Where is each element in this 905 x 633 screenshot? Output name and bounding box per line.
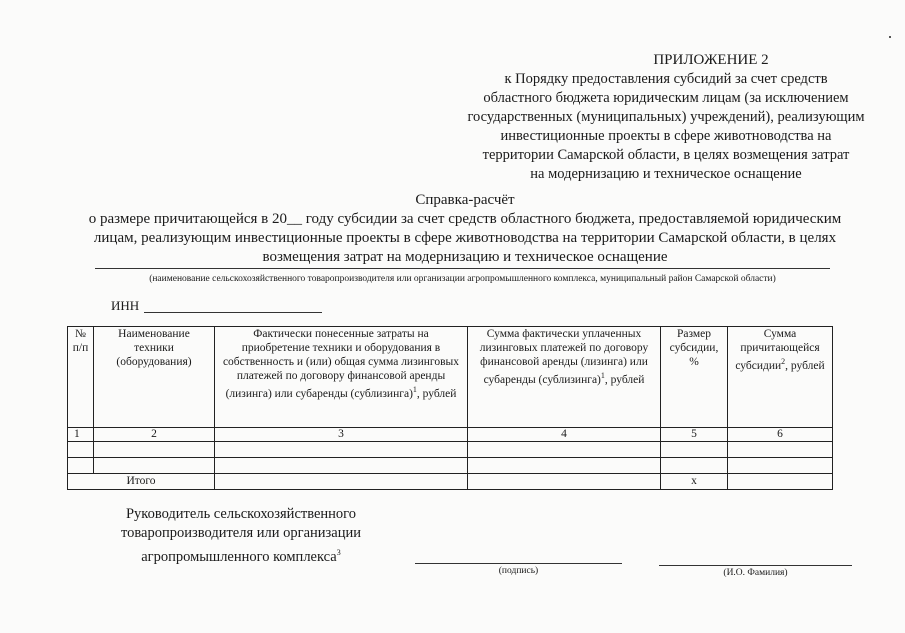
scan-speck	[889, 36, 891, 38]
header-actual-costs: Фактически понесенные затраты на приобретение техники и оборудования в собственность и (или) общая сумма лизинговых платежей по договору финансовой аренды (лизинга) или субаренды (сублизинга)$^1$, рублей	[215, 327, 468, 428]
table-total-row	[68, 474, 833, 490]
appendix-block	[456, 51, 876, 184]
organization-caption: (наименование сельскохозяйственного товаропроизводителя или организации агропромышленного комплекса, муниципальный район Самарской области)	[149, 274, 776, 284]
header-leasing-payments: Сумма фактически уплаченных лизинговых платежей по договору финансовой аренды (лизинга) или субаренды (сублизинга)$^1$, рублей	[468, 327, 661, 428]
name-caption: (И.О. Фамилия)	[723, 568, 788, 578]
appendix-title: ПРИЛОЖЕНИЕ 2	[653, 52, 769, 68]
appendix-line: инвестиционные проекты в сфере животноводства на	[500, 128, 832, 144]
header-subsidy-rate: Размер субсидии, %	[661, 327, 728, 428]
table-row	[68, 442, 833, 458]
subsidy-table	[67, 326, 833, 490]
appendix-line: государственных (муниципальных) учреждений), реализующим	[467, 109, 865, 125]
heading-line: возмещения затрат на модернизацию и техническое оснащение	[262, 249, 668, 265]
inn-field-line	[144, 312, 322, 313]
document-heading	[40, 191, 890, 267]
table-row	[68, 458, 833, 474]
header-equipment-name: Наименование техники (оборудования)	[94, 327, 215, 428]
appendix-line: к Порядку предоставления субсидий за счет средств	[504, 71, 828, 87]
signature-line	[415, 563, 622, 564]
document-title: Справка-расчёт	[415, 192, 515, 208]
total-label: Итого	[68, 474, 215, 490]
heading-line: о размере причитающейся в 20__ году субсидии за счет средств областного бюджета, предоставляемой юридическим	[88, 211, 842, 227]
header-number: № п/п	[68, 327, 94, 428]
table-header-row	[68, 327, 833, 428]
heading-line: лицам, реализующим инвестиционные проекты в сфере животноводства на территории Самарской области, в целях	[93, 230, 837, 246]
table-row: 1 2 3 4 5 6	[68, 428, 833, 442]
organization-name-line	[95, 268, 830, 269]
signature-caption: (подпись)	[498, 566, 539, 576]
total-rate-mark: х	[661, 474, 728, 490]
header-subsidy-amount: Сумма причитающейся субсидии$^2$, рублей	[728, 327, 833, 428]
appendix-line: территории Самарской области, в целях возмещения затрат	[482, 147, 850, 163]
signatory-title: Руководитель сельскохозяйственного товаропроизводителя или организации агропромышленного комплекса$^3$	[121, 506, 361, 565]
appendix-line: на модернизацию и техническое оснащение	[530, 166, 802, 182]
appendix-line: областного бюджета юридическим лицам (за исключением	[483, 90, 849, 106]
inn-label: ИНН	[111, 298, 140, 313]
name-line	[659, 565, 852, 566]
